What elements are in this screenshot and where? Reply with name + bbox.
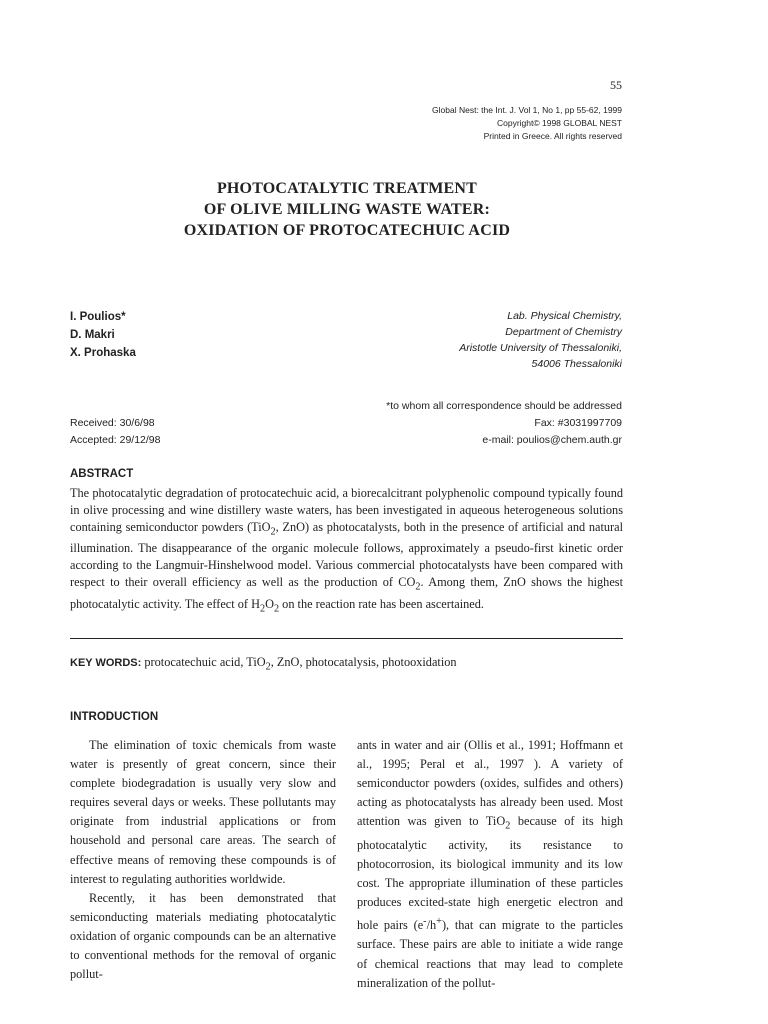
paragraph: Recently, it has been demonstrated that semiconducting materials mediating photocatalytic oxidation of organic compounds can be an alternative to conventional methods for the removal of organic pollut-	[70, 890, 336, 982]
paragraph: ants in water and air (Ollis et al., 1991; Hoffmann et al., 1995; Peral et al., 1997 ). A variety of semiconductor powders (oxides, sulfides and others) acting as photocatalysts has already been used. Most attention was given to TiO$_2$ because of its high photocatalytic activity, its resistance to photocorrosion, its biological immunity and its low cost. The appropriate illumination of these particles produces excited-state high energetic electron and hole pairs (e-/h+), that can migrate to the particles surface. These pairs are able to initiate a wide range of chemical reactions that may lead to complete mineralization of the pollut-	[357, 738, 623, 990]
body-column-left	[70, 736, 336, 984]
author-name: D. Makri	[70, 329, 115, 341]
fax-number: Fax: #3031997709	[534, 417, 622, 429]
title-line-2: OF OLIVE MILLING WASTE WATER:	[203, 201, 491, 218]
author-name: I. Poulios*	[70, 311, 126, 323]
affiliation-line: Aristotle University of Thessaloniki,	[459, 342, 622, 354]
correspondence-block	[330, 398, 622, 449]
affiliation-line: 54006 Thessaloniki	[531, 358, 622, 370]
keywords: KEY WORDS: protocatechuic acid, TiO$_2$, ZnO, photocatalysis, photooxidation	[70, 655, 457, 673]
section-divider	[70, 638, 623, 639]
author-name: X. Prohaska	[70, 347, 136, 359]
article-title	[0, 178, 694, 241]
accepted-date: Accepted: 29/12/98	[70, 434, 161, 446]
title-line-1: PHOTOCATALYTIC TREATMENT	[216, 180, 478, 197]
received-date: Received: 30/6/98	[70, 417, 155, 429]
affiliation-line: Lab. Physical Chemistry,	[507, 310, 622, 322]
correspondence-note: *to whom all correspondence should be addressed	[386, 400, 622, 412]
abstract-heading: ABSTRACT	[70, 468, 134, 480]
abstract-text: The photocatalytic degradation of protocatechuic acid, a biorecalcitrant polyphenolic compound typically found in olive processing and wine distillery waste waters, has been investigated in aqueous heterogeneous solutions containing semiconductor powders (TiO$_2$, ZnO) as photocatalysts, both in the presence of artificial and natural illumination. The disappearance of the organic molecule follows, approximately a pseudo-first kinetic order according to the Langmuir-Hinshelwood model. Various commercial photocatalysts have been compared with respect to their overall efficiency as well as the production of $CO_2$. Among them, ZnO shows the highest photocatalytic activity. The effect of $H_2O_2$ on the reaction rate has been ascertained.	[70, 486, 623, 615]
introduction-heading: INTRODUCTION	[70, 711, 159, 723]
author-list	[70, 308, 136, 362]
journal-copyright: Copyright© 1998 GLOBAL NEST	[496, 118, 622, 128]
email-address: e-mail: poulios@chem.auth.gr	[482, 434, 622, 446]
keywords-label: KEY WORDS:	[70, 657, 142, 669]
journal-citation: Global Nest: the Int. J. Vol 1, No 1, pp 55-62, 1999	[432, 105, 622, 115]
affiliation	[380, 308, 622, 372]
title-line-3: OXIDATION OF PROTOCATECHUIC ACID	[183, 222, 511, 239]
manuscript-dates	[70, 415, 161, 449]
journal-info	[330, 104, 622, 143]
page-number: 55	[610, 78, 622, 92]
paragraph: The elimination of toxic chemicals from waste water is presently of great concern, since their complete biodegradation is usually very slow and requires several days or weeks. These pollutants may originate from industrial applications or from household and personal care areas. The search of effective means of removing these compounds is of interest to regulating authorities worldwide.	[70, 738, 336, 886]
body-column-right	[357, 736, 623, 993]
journal-rights: Printed in Greece. All rights reserved	[483, 131, 622, 141]
affiliation-line: Department of Chemistry	[505, 326, 622, 338]
